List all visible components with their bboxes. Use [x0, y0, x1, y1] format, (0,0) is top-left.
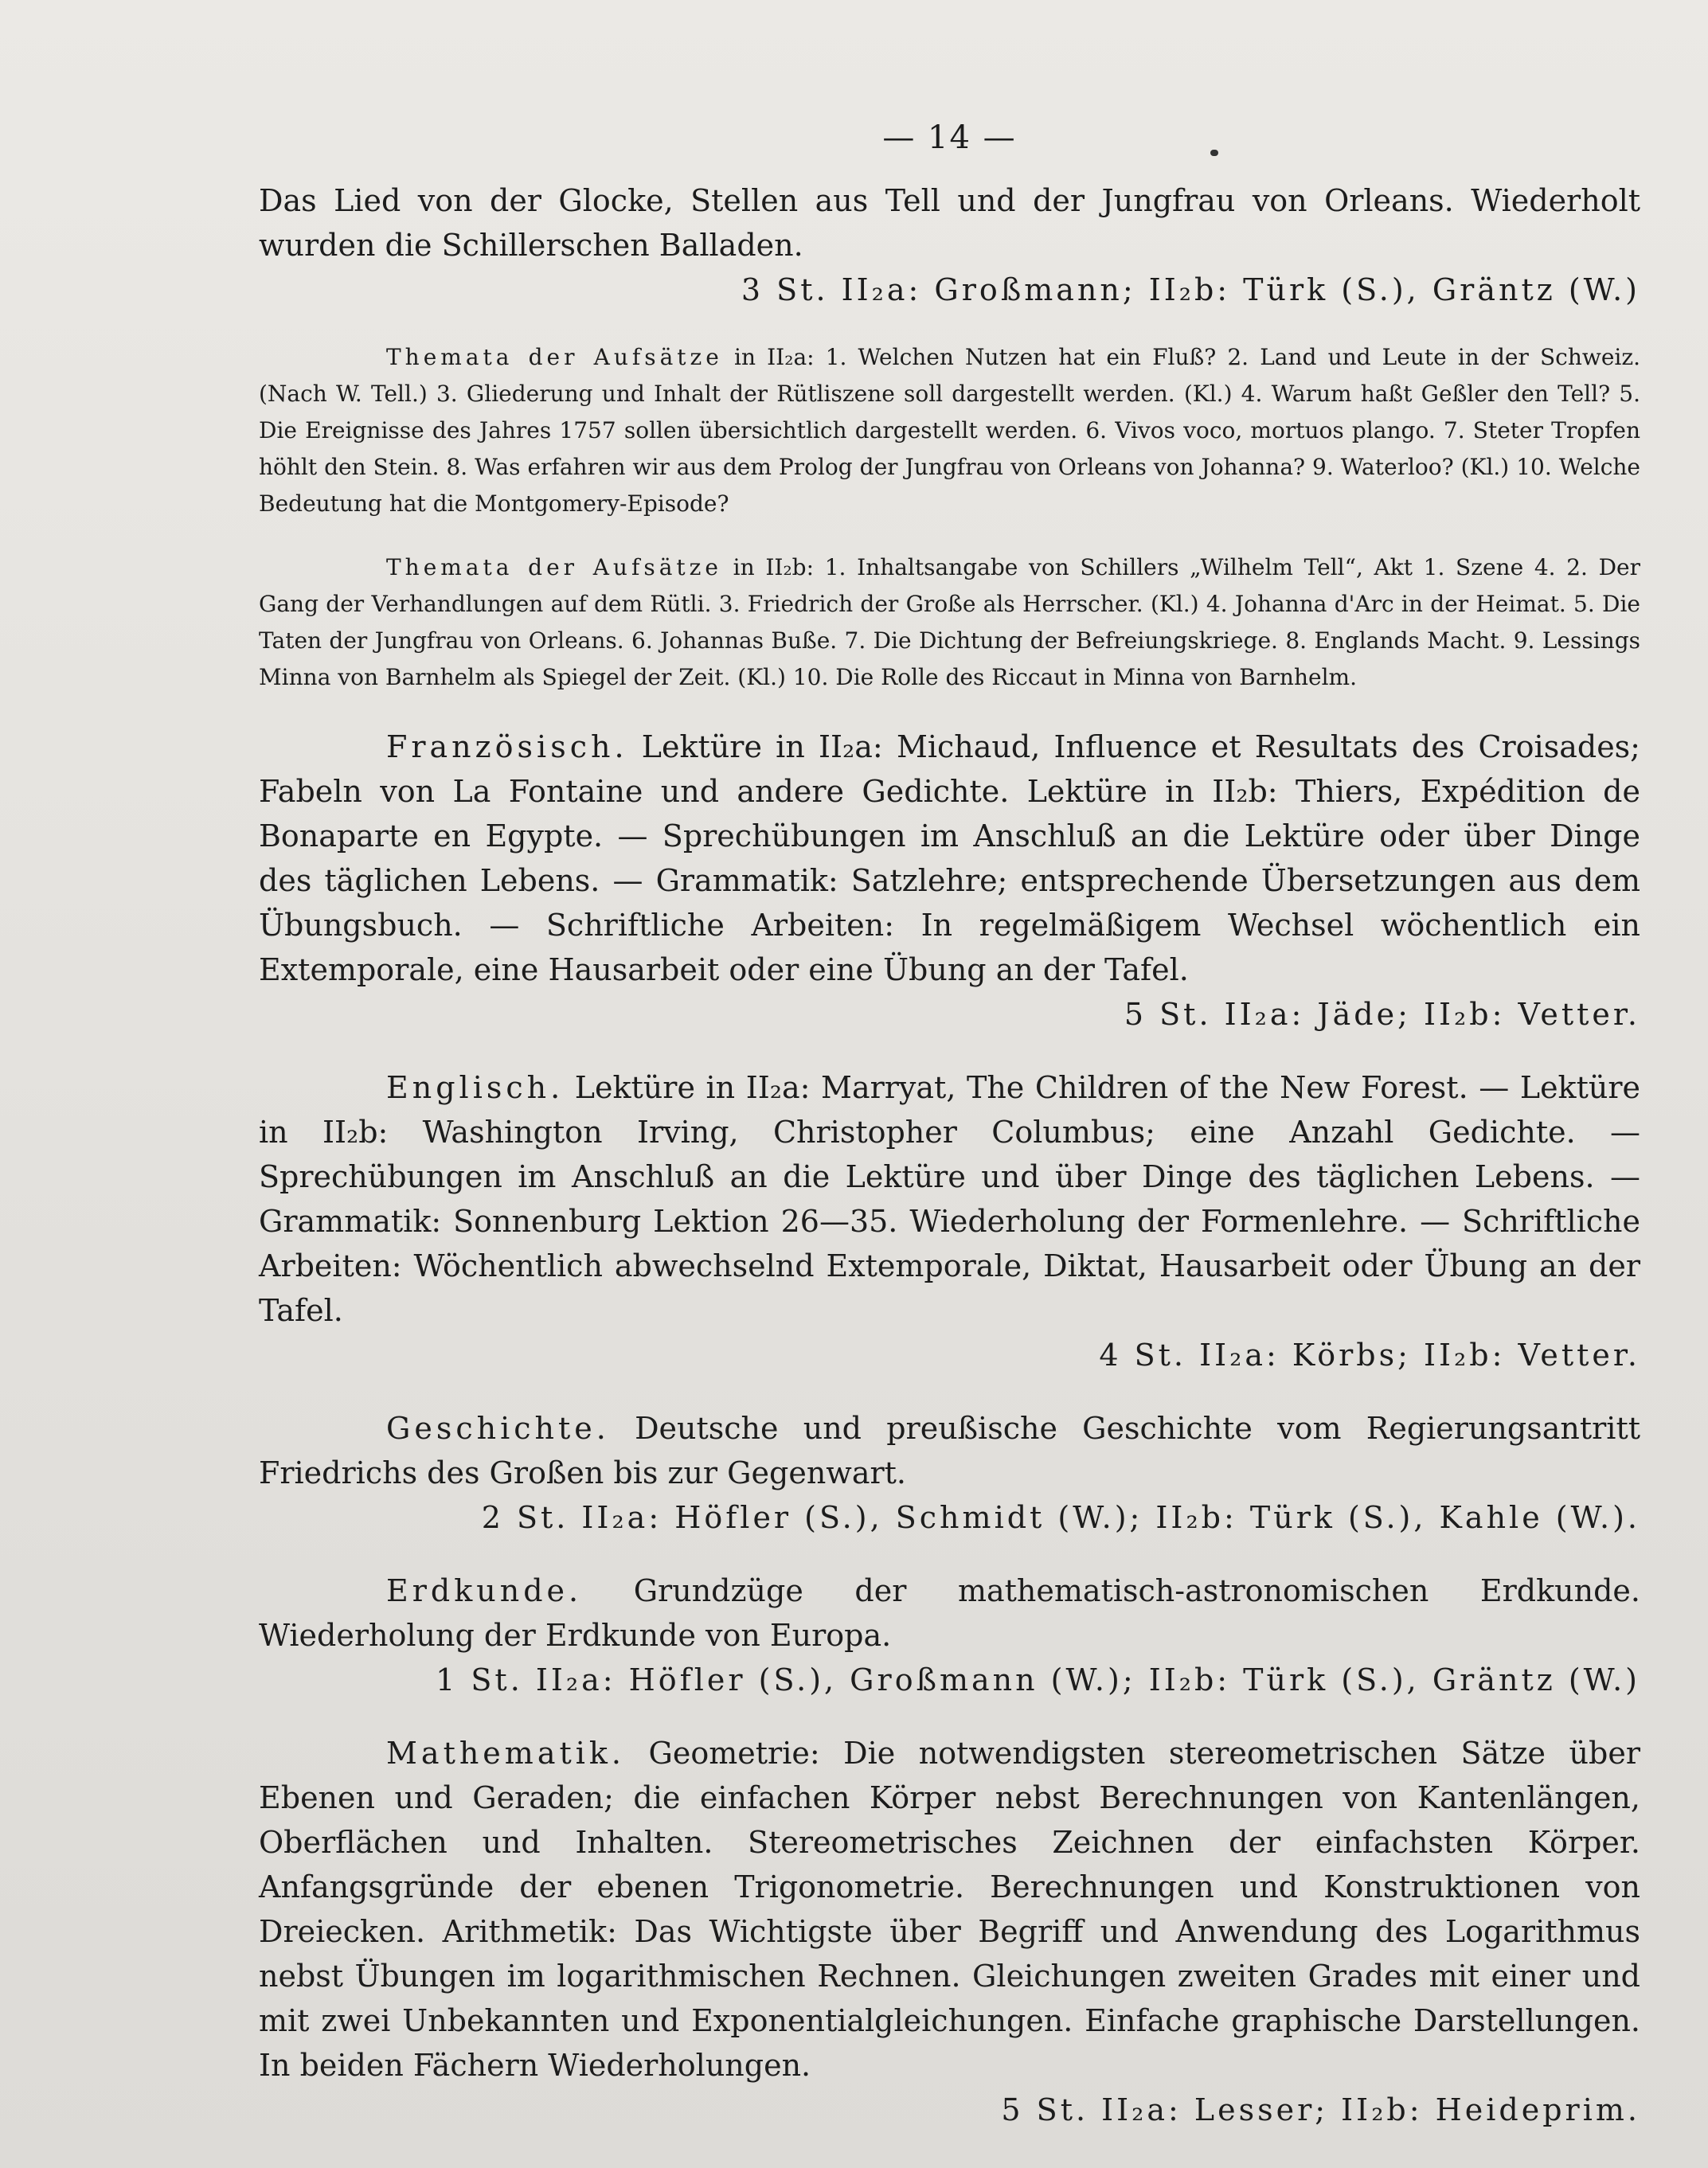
themata-b-text: in II₂b: 1. Inhaltsangabe von Schillers „Wilhelm Tell“, Akt 1. Szene 4. 2. Der Gang der Verhandlungen auf dem Rütli. 3. Friedrich der Große als Herrscher. (Kl.) 4. Johanna d'Arc in der Heimat. 5. Die Taten der Jungfrau von Orleans. 6. Johannas Buße. 7. Die Dichtung der Befreiungskriege. 8. Englands Macht. 9. Lessings Minna von Barnhelm als Spiegel der Zeit. (Kl.) 10. Die Rolle des Riccaut in Minna von Barnhelm. [259, 554, 1641, 690]
franzoesisch-heading: Französisch. [386, 729, 628, 764]
section-erdkunde [259, 1568, 1640, 1702]
page-content [259, 119, 1640, 2132]
erdkunde-teachers: 1 St. II₂a: Höfler (S.), Großmann (W.); II₂b: Türk (S.), Gräntz (W.) [436, 1662, 1640, 1697]
englisch-teachers: 4 St. II₂a: Körbs; II₂b: Vetter. [1099, 1338, 1640, 1373]
erdkunde-text: Grundzüge der mathematisch-astronomischen Erdkunde. Wiederholung der Erdkunde von Europa. [259, 1573, 1640, 1653]
themata-a-text: in II₂a: 1. Welchen Nutzen hat ein Fluß? 2. Land und Leute in der Schweiz. (Nach W. Tell.) 3. Gliederung und Inhalt der Rütliszene soll dargestellt werden. (Kl.) 4. Warum haßt Geßler den Tell? 5. Die Ereignisse des Jahres 1757 sollen übersichtlich dargestellt werden. 6. Vivos voco, mortuos plango. 7. Steter Tropfen höhlt den Stein. 8. Was erfahren wir aus dem Prolog der Jungfrau von Orleans von Johanna? 9. Waterloo? (Kl.) 10. Welche Bedeutung hat die Montgomery-Episode? [259, 344, 1640, 517]
section-geschichte [259, 1406, 1640, 1540]
englisch-text: Lektüre in II₂a: Marryat, The Children of the New Forest. — Lektüre in II₂b: Washington Irving, Christopher Columbus; eine Anzahl Gedichte. — Sprechübungen im Anschluß an die Lektüre und über Dinge des täglichen Lebens. — Grammatik: Sonnenburg Lektion 26—35. Wiederholung der Formenlehre. — Schriftliche Arbeiten: Wöchentlich abwechselnd Extemporale, Diktat, Hausarbeit oder Übung an der Tafel. [259, 1070, 1640, 1328]
mathematik-teachers: 5 St. II₂a: Lesser; II₂b: Heideprim. [1001, 2092, 1640, 2127]
section-franzoesisch [259, 725, 1640, 1037]
mathematik-text: Geometrie: Die notwendigsten stereometrischen Sätze über Ebenen und Geraden; die einfachen Körper nebst Berechnungen von Kantenlängen, Oberflächen und Inhalten. Stereometrisches Zeichnen der einfachsten Körper. Anfangsgründe der ebenen Trigonometrie. Berechnungen und Konstruktionen von Dreiecken. Arithmetik: Das Wichtigste über Begriff und Anwendung des Logarithmus nebst Übungen im logarithmischen Rechnen. Gleichungen zweiten Grades mit einer und mit zwei Unbekannten und Exponentialgleichungen. Einfache graphische Darstellungen. In beiden Fächern Wiederholungen. [259, 1736, 1640, 2083]
page-number: — 14 — [882, 119, 1017, 156]
englisch-heading: Englisch. [386, 1070, 565, 1105]
themata-a-label: Themata der Aufsätze [386, 344, 723, 370]
mathematik-heading: Mathematik. [386, 1736, 626, 1771]
erdkunde-heading: Erdkunde. [386, 1573, 583, 1608]
section-deutsch [259, 178, 1640, 696]
englisch-paragraph [259, 1065, 1640, 1333]
themata-b [259, 549, 1640, 696]
franzoesisch-text: Lektüre in II₂a: Michaud, Influence et Resultats des Croisades; Fabeln von La Fontaine und andere Gedichte. Lektüre in II₂b: Thiers, Expédition de Bonaparte en Egypte. — Sprechübungen im Anschluß an die Lektüre oder über Dinge des täglichen Lebens. — Grammatik: Satzlehre; entsprechende Übersetzungen aus dem Übungsbuch. — Schriftliche Arbeiten: In regelmäßigem Wechsel wöchentlich ein Extemporale, eine Hausarbeit oder eine Übung an der Tafel. [259, 729, 1640, 987]
section-mathematik [259, 1731, 1640, 2132]
geschichte-paragraph [259, 1406, 1640, 1495]
section-englisch [259, 1065, 1640, 1377]
themata-a [259, 339, 1640, 522]
geschichte-heading: Geschichte. [386, 1411, 610, 1446]
geschichte-text: Deutsche und preußische Geschichte vom Regierungsantritt Friedrichs des Großen bis zur Gegenwart. [259, 1411, 1640, 1490]
geschichte-teachers: 2 St. II₂a: Höfler (S.), Schmidt (W.); II₂b: Türk (S.), Kahle (W.). [481, 1500, 1640, 1535]
deutsch-teachers: 3 St. II₂a: Großmann; II₂b: Türk (S.), Gräntz (W.) [741, 272, 1640, 307]
themata-b-label: Themata der Aufsätze [386, 554, 722, 580]
erdkunde-paragraph [259, 1568, 1640, 1658]
deutsch-text: Das Lied von der Glocke, Stellen aus Tell und der Jungfrau von Orleans. Wiederholt wurden die Schillerschen Balladen. [259, 183, 1640, 263]
franzoesisch-paragraph [259, 725, 1640, 992]
franzoesisch-teachers: 5 St. II₂a: Jäde; II₂b: Vetter. [1124, 997, 1640, 1032]
mathematik-paragraph [259, 1731, 1640, 2088]
